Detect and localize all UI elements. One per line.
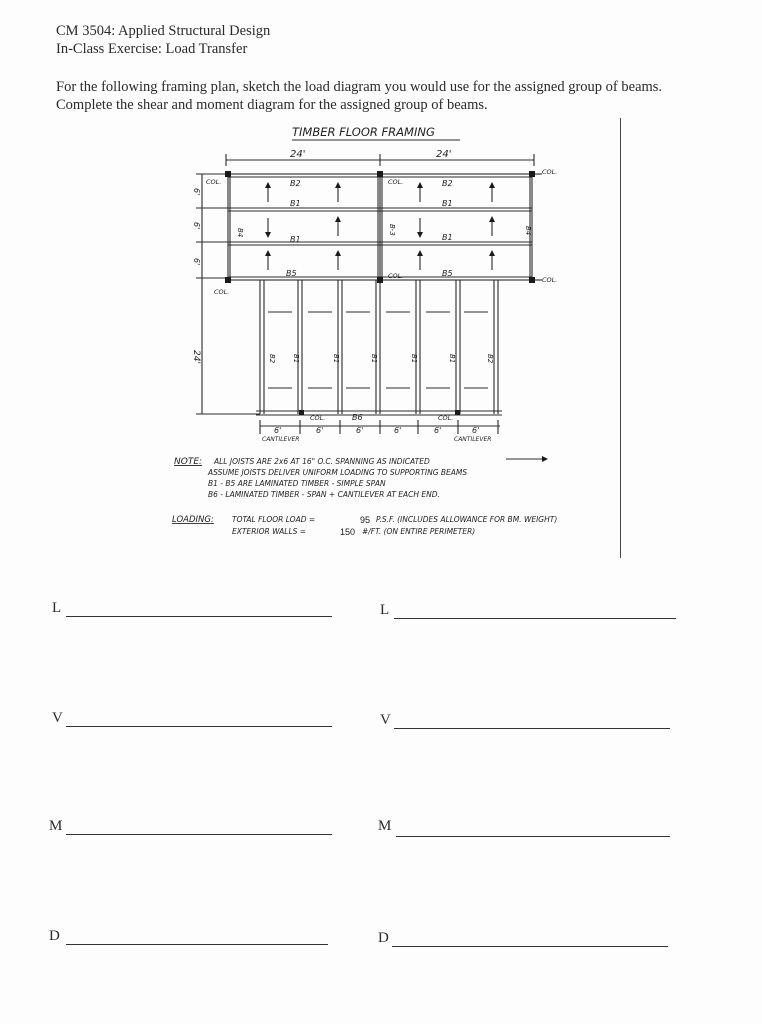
col-label: COL. <box>206 178 222 186</box>
plan-title: TIMBER FLOOR FRAMING <box>292 125 435 139</box>
answer-line-moment-right[interactable] <box>396 836 670 837</box>
label-deflection-left: D <box>49 928 60 944</box>
beam-label-b3: B-3 <box>388 224 396 236</box>
loading-line-2-post: #/FT. (ON ENTIRE PERIMETER) <box>362 527 476 536</box>
answer-line-load-left[interactable] <box>66 616 332 617</box>
beam-label-b1: B1 <box>442 233 453 242</box>
instruction-line-1: For the following framing plan, sketch the load diagram you would use for the assigned group of beams. <box>56 79 663 95</box>
dim-bottom: 6' <box>394 426 402 435</box>
answer-line-shear-right[interactable] <box>394 728 670 729</box>
dim-top-right: 24' <box>436 149 452 160</box>
answer-line-deflection-right[interactable] <box>392 946 668 947</box>
label-moment-right: M <box>378 818 392 834</box>
dim-bottom: 6' <box>316 426 324 435</box>
instruction-line-2: Complete the shear and moment diagram for the assigned group of beams. <box>56 97 488 113</box>
beam-label-b5: B5 <box>442 269 453 278</box>
dim-bottom: 6' <box>472 426 480 435</box>
dim-bottom: 6' <box>274 426 282 435</box>
col-label: COL. <box>310 414 326 422</box>
beam-label-b1: B1 <box>448 354 456 364</box>
answer-line-shear-left[interactable] <box>66 726 332 727</box>
label-deflection-right: D <box>378 930 389 946</box>
note-line-3: B1 - B5 ARE LAMINATED TIMBER - SIMPLE SPAN <box>208 479 386 488</box>
dim-left-24: 24' <box>191 350 201 364</box>
dim-bottom: 6' <box>356 426 364 435</box>
beam-label-b1: B1 <box>290 235 301 244</box>
beam-label-b1: B1 <box>370 354 378 364</box>
exercise-title: In-Class Exercise: Load Transfer <box>56 41 248 57</box>
dim-left-6: 6' <box>192 188 201 196</box>
beam-label-b2: B2 <box>290 179 301 188</box>
label-load-right: L <box>380 602 390 618</box>
note-line-2: ASSUME JOISTS DELIVER UNIFORM LOADING TO SUPPORTING BEAMS <box>208 468 468 477</box>
col-label: COL. <box>542 168 558 176</box>
loading-line-2-pre: EXTERIOR WALLS = <box>232 527 307 536</box>
answer-line-moment-left[interactable] <box>66 834 332 835</box>
loading-label: LOADING: <box>172 515 214 525</box>
beam-label-b2: B2 <box>486 354 494 364</box>
col-label: COL. <box>388 272 404 280</box>
wall-load-value: 150 <box>340 527 356 537</box>
col-label: COL. <box>438 414 454 422</box>
beam-label-b2: B2 <box>442 179 453 188</box>
course-title: CM 3504: Applied Structural Design <box>56 23 271 39</box>
framing-plan-drawing <box>150 118 620 548</box>
beam-label-b1: B1 <box>410 354 418 364</box>
floor-load-value: 95 <box>360 515 371 525</box>
answer-line-deflection-left[interactable] <box>66 944 328 945</box>
col-label: COL. <box>542 276 558 284</box>
note-line-1: ALL JOISTS ARE 2x6 AT 16" O.C. SPANNING AS INDICATED <box>214 457 430 466</box>
dim-left-6: 6' <box>192 258 201 266</box>
label-shear-left: V <box>52 710 63 726</box>
dim-bottom: 6' <box>434 426 442 435</box>
loading-line-1-post: P.S.F. (INCLUDES ALLOWANCE FOR BM. WEIGHT) <box>376 515 558 524</box>
beam-label-b6: B6 <box>352 413 363 422</box>
right-margin-rule <box>620 118 621 558</box>
cantilever-label-left: CANTILEVER <box>262 436 300 443</box>
loading-line-1-pre: TOTAL FLOOR LOAD = <box>232 515 316 524</box>
col-label: COL. <box>388 178 404 186</box>
note-line-4: B6 - LAMINATED TIMBER - SPAN + CANTILEVER AT EACH END. <box>208 490 440 499</box>
beam-label-b4: B4 <box>524 226 532 236</box>
beam-label-b1: B1 <box>290 199 301 208</box>
cantilever-label-right: CANTILEVER <box>454 436 492 443</box>
answer-line-load-right[interactable] <box>394 618 676 619</box>
beam-label-b4: B4 <box>236 228 244 238</box>
beam-label-b1: B1 <box>292 354 300 364</box>
beam-label-b5: B5 <box>286 269 297 278</box>
beam-label-b1: B1 <box>332 354 340 364</box>
col-label: COL. <box>214 288 230 296</box>
label-load-left: L <box>52 600 62 616</box>
label-moment-left: M <box>49 818 63 834</box>
dim-top-left: 24' <box>290 149 306 160</box>
beam-label-b1: B1 <box>442 199 453 208</box>
beam-label-b2: B2 <box>268 354 276 364</box>
dim-left-6: 6' <box>192 222 201 230</box>
label-shear-right: V <box>380 712 391 728</box>
note-label: NOTE: <box>174 457 203 467</box>
